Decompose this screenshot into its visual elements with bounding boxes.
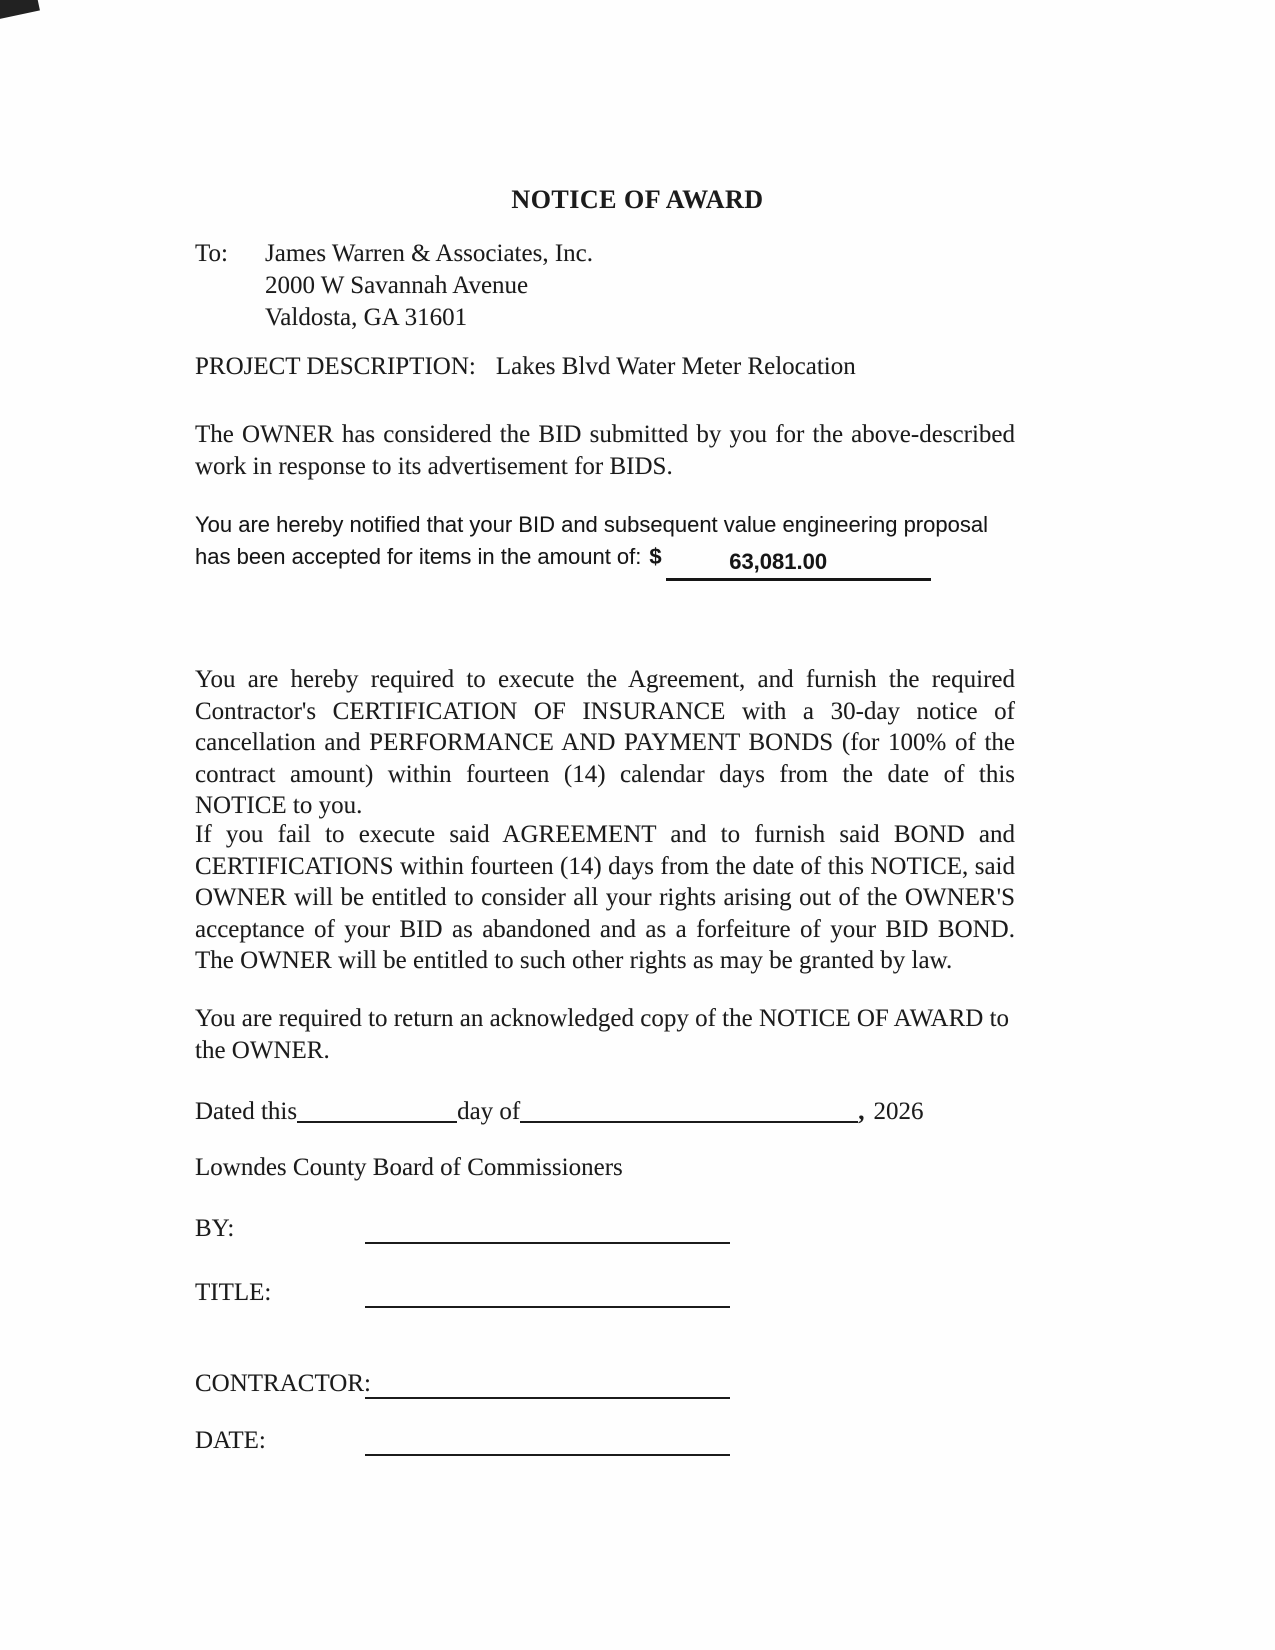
dated-comma: , (858, 1098, 865, 1125)
document-title: NOTICE OF AWARD (511, 185, 764, 214)
project-description-value: Lakes Blvd Water Meter Relocation (495, 353, 856, 380)
dated-year: 2026 (873, 1098, 924, 1125)
recipient-city: Valdosta, GA 31601 (265, 304, 468, 331)
dated-line (195, 1096, 1015, 1128)
by-signature-line (365, 1214, 730, 1244)
paragraph-failure-clause: If you fail to execute said AGREEMENT and to furnish said BOND and CERTIFICATIONS within fourteen (14) days from the date of this NOTICE, said OWNER will be entitled to consider all your rights arising out of the OWNER'S acceptance of your BID as abandoned and as a forfeiture of your BID BOND. The OWNER will be entitled to such other rights as may be granted by law. (195, 821, 1015, 974)
recipient-label: To: (195, 240, 228, 267)
recipient-street: 2000 W Savannah Avenue (265, 272, 529, 299)
by-row (195, 1212, 1015, 1244)
month-blank-line (520, 1121, 858, 1123)
paragraph-bid-accepted (195, 509, 1015, 581)
dated-prefix: Dated this (195, 1098, 298, 1125)
title-signature-line (365, 1278, 730, 1308)
day-blank-line (297, 1121, 457, 1123)
recipient-name: James Warren & Associates, Inc. (265, 240, 593, 267)
recipient-address (265, 238, 593, 334)
date-label: DATE: (195, 1427, 266, 1454)
title-label: TITLE: (195, 1279, 272, 1306)
by-label: BY: (195, 1215, 235, 1242)
contractor-label: CONTRACTOR: (195, 1370, 371, 1397)
scan-corner-artifact (0, 0, 40, 21)
recipient-block (195, 238, 1015, 334)
project-description-label: PROJECT DESCRIPTION: (195, 353, 476, 380)
paragraph-return-copy: You are required to return an acknowledged copy of the NOTICE OF AWARD to the OWNER. (195, 1005, 1010, 1064)
amount-blank-line (666, 546, 931, 581)
contractor-signature-line (365, 1369, 730, 1399)
date-signature-line (365, 1426, 730, 1456)
currency-symbol: $ (649, 544, 662, 569)
paragraph-bid-considered: The OWNER has considered the BID submitted by you for the above-described work in response to its advertisement for BIDS. (195, 421, 1015, 480)
date-row (195, 1424, 1015, 1456)
organization-name: Lowndes County Board of Commissioners (195, 1154, 623, 1181)
title-row (195, 1276, 1015, 1308)
paragraph-execute-requirement: You are hereby required to execute the Agreement, and furnish the required Contractor's CERTIFICATION OF INSURANCE with a 30-day notice of cancellation and PERFORMANCE AND PAYMENT BONDS (for 100% of the contract amount) within fourteen (14) calendar days from the date of this NOTICE to you. (195, 666, 1015, 819)
amount-value: 63,081.00 (729, 549, 828, 574)
project-description (195, 353, 1015, 381)
dated-middle: day of (457, 1098, 521, 1125)
contractor-row (195, 1367, 1015, 1399)
bid-accepted-text: You are hereby notified that your BID and subsequent value engineering proposal has been accepted for items in the amount of: (195, 512, 988, 569)
